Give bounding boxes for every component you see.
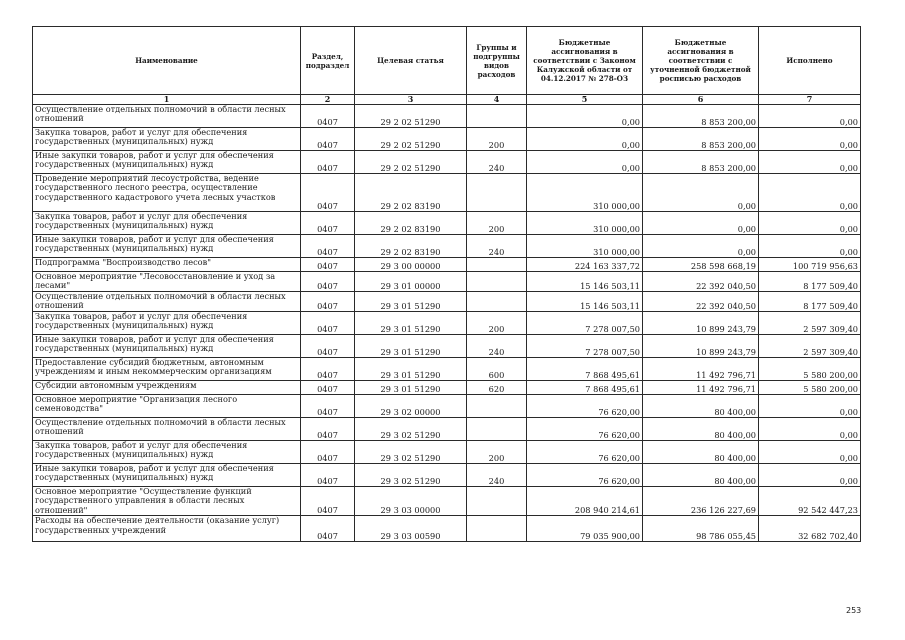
row-article: 29 3 02 51290	[355, 464, 467, 487]
row-section: 0407	[301, 464, 355, 487]
table-body	[33, 105, 861, 542]
row-refined-allocation: 80 400,00	[643, 441, 759, 464]
row-executed: 5 580 200,00	[759, 381, 861, 395]
row-refined-allocation: 8 853 200,00	[643, 128, 759, 151]
row-section: 0407	[301, 312, 355, 335]
row-article: 29 3 01 51290	[355, 381, 467, 395]
row-law-allocation: 0,00	[527, 128, 643, 151]
row-section: 0407	[301, 358, 355, 381]
row-article: 29 2 02 83190	[355, 174, 467, 212]
table-row	[33, 418, 861, 441]
row-law-allocation: 7 278 007,50	[527, 335, 643, 358]
row-section: 0407	[301, 174, 355, 212]
column-number: 1	[33, 95, 301, 105]
table-row	[33, 395, 861, 418]
row-refined-allocation: 0,00	[643, 235, 759, 258]
table-row	[33, 335, 861, 358]
row-refined-allocation: 80 400,00	[643, 418, 759, 441]
row-group	[467, 516, 527, 542]
row-section: 0407	[301, 151, 355, 174]
header-row	[33, 27, 861, 95]
row-law-allocation: 76 620,00	[527, 441, 643, 464]
row-law-allocation: 310 000,00	[527, 212, 643, 235]
row-law-allocation: 7 868 495,61	[527, 358, 643, 381]
row-executed: 8 177 509,40	[759, 272, 861, 292]
row-section: 0407	[301, 292, 355, 312]
row-name: Предоставление субсидий бюджетным, автономным учреждениям и иным некоммерческим организациям	[33, 358, 301, 381]
row-law-allocation: 224 163 337,72	[527, 258, 643, 272]
row-article: 29 3 01 00000	[355, 272, 467, 292]
row-law-allocation: 76 620,00	[527, 464, 643, 487]
row-refined-allocation: 22 392 040,50	[643, 272, 759, 292]
table-row	[33, 487, 861, 516]
table-row	[33, 516, 861, 542]
row-group	[467, 395, 527, 418]
row-article: 29 2 02 51290	[355, 105, 467, 128]
row-article: 29 3 02 00000	[355, 395, 467, 418]
row-name: Расходы на обеспечение деятельности (оказание услуг) государственных учреждений	[33, 516, 301, 542]
row-article: 29 3 03 00000	[355, 487, 467, 516]
table-row	[33, 381, 861, 395]
row-article: 29 3 01 51290	[355, 292, 467, 312]
row-name: Основное мероприятие "Осуществление функций государственного управления в области лесных отношений"	[33, 487, 301, 516]
row-name: Иные закупки товаров, работ и услуг для обеспечения государственных (муниципальных) нужд	[33, 235, 301, 258]
column-number: 2	[301, 95, 355, 105]
row-section: 0407	[301, 272, 355, 292]
row-group	[467, 418, 527, 441]
row-executed: 0,00	[759, 128, 861, 151]
row-name: Закупка товаров, работ и услуг для обеспечения государственных (муниципальных) нужд	[33, 128, 301, 151]
header-section: Раздел, подраздел	[301, 27, 355, 95]
table-row	[33, 174, 861, 212]
row-refined-allocation: 236 126 227,69	[643, 487, 759, 516]
row-article: 29 3 03 00590	[355, 516, 467, 542]
row-section: 0407	[301, 487, 355, 516]
row-executed: 2 597 309,40	[759, 335, 861, 358]
row-group: 620	[467, 381, 527, 395]
row-law-allocation: 79 035 900,00	[527, 516, 643, 542]
row-law-allocation: 208 940 214,61	[527, 487, 643, 516]
header-name: Наименование	[33, 27, 301, 95]
row-executed: 32 682 702,40	[759, 516, 861, 542]
table-row	[33, 292, 861, 312]
row-law-allocation: 76 620,00	[527, 395, 643, 418]
row-group: 600	[467, 358, 527, 381]
row-executed: 0,00	[759, 464, 861, 487]
row-group: 200	[467, 128, 527, 151]
row-name: Субсидии автономным учреждениям	[33, 381, 301, 395]
table-row	[33, 105, 861, 128]
row-section: 0407	[301, 105, 355, 128]
row-section: 0407	[301, 441, 355, 464]
table-row	[33, 312, 861, 335]
row-group	[467, 292, 527, 312]
row-section: 0407	[301, 235, 355, 258]
table-row	[33, 235, 861, 258]
row-article: 29 3 01 51290	[355, 358, 467, 381]
table-row	[33, 464, 861, 487]
row-name: Осуществление отдельных полномочий в области лесных отношений	[33, 292, 301, 312]
row-executed: 0,00	[759, 151, 861, 174]
header-article: Целевая статья	[355, 27, 467, 95]
row-section: 0407	[301, 418, 355, 441]
row-law-allocation: 310 000,00	[527, 174, 643, 212]
budget-table	[32, 26, 861, 542]
row-group	[467, 487, 527, 516]
row-group: 200	[467, 212, 527, 235]
row-name: Закупка товаров, работ и услуг для обеспечения государственных (муниципальных) нужд	[33, 212, 301, 235]
column-number-row	[33, 95, 861, 105]
row-law-allocation: 76 620,00	[527, 418, 643, 441]
row-name: Иные закупки товаров, работ и услуг для обеспечения государственных (муниципальных) нужд	[33, 335, 301, 358]
row-article: 29 2 02 51290	[355, 151, 467, 174]
row-article: 29 3 01 51290	[355, 335, 467, 358]
row-article: 29 3 02 51290	[355, 441, 467, 464]
row-refined-allocation: 11 492 796,71	[643, 381, 759, 395]
row-refined-allocation: 10 899 243,79	[643, 312, 759, 335]
row-name: Осуществление отдельных полномочий в области лесных отношений	[33, 105, 301, 128]
table-row	[33, 151, 861, 174]
table-row	[33, 258, 861, 272]
row-law-allocation: 15 146 503,11	[527, 272, 643, 292]
row-name: Закупка товаров, работ и услуг для обеспечения государственных (муниципальных) нужд	[33, 441, 301, 464]
row-refined-allocation: 8 853 200,00	[643, 105, 759, 128]
row-law-allocation: 0,00	[527, 105, 643, 128]
row-group: 200	[467, 312, 527, 335]
row-executed: 0,00	[759, 395, 861, 418]
row-section: 0407	[301, 335, 355, 358]
column-number: 4	[467, 95, 527, 105]
row-name: Иные закупки товаров, работ и услуг для обеспечения государственных (муниципальных) нужд	[33, 464, 301, 487]
row-refined-allocation: 0,00	[643, 212, 759, 235]
row-article: 29 3 00 00000	[355, 258, 467, 272]
row-refined-allocation: 8 853 200,00	[643, 151, 759, 174]
row-refined-allocation: 22 392 040,50	[643, 292, 759, 312]
table-row	[33, 272, 861, 292]
row-refined-allocation: 10 899 243,79	[643, 335, 759, 358]
row-law-allocation: 310 000,00	[527, 235, 643, 258]
row-article: 29 2 02 83190	[355, 212, 467, 235]
row-name: Основное мероприятие "Организация лесного семеноводства"	[33, 395, 301, 418]
row-executed: 0,00	[759, 105, 861, 128]
row-refined-allocation: 258 598 668,19	[643, 258, 759, 272]
row-name: Проведение мероприятий лесоустройства, ведение государственного лесного реестра, осуществление государственного кадастрового учета лесных участков	[33, 174, 301, 212]
row-group: 240	[467, 464, 527, 487]
column-number: 7	[759, 95, 861, 105]
row-name: Закупка товаров, работ и услуг для обеспечения государственных (муниципальных) нужд	[33, 312, 301, 335]
row-refined-allocation: 98 786 055,45	[643, 516, 759, 542]
row-group	[467, 174, 527, 212]
table-row	[33, 128, 861, 151]
row-law-allocation: 7 868 495,61	[527, 381, 643, 395]
row-section: 0407	[301, 381, 355, 395]
row-name: Осуществление отдельных полномочий в области лесных отношений	[33, 418, 301, 441]
header-law-allocation: Бюджетные ассигнования в соответствии с Законом Калужской области от 04.12.2017 № 278-ОЗ	[527, 27, 643, 95]
row-name: Основное мероприятие "Лесовосстановление и уход за лесами"	[33, 272, 301, 292]
row-executed: 0,00	[759, 212, 861, 235]
row-executed: 8 177 509,40	[759, 292, 861, 312]
row-group: 240	[467, 335, 527, 358]
header-group: Группы и подгруппы видов расходов	[467, 27, 527, 95]
row-executed: 0,00	[759, 235, 861, 258]
row-executed: 2 597 309,40	[759, 312, 861, 335]
row-section: 0407	[301, 128, 355, 151]
row-group	[467, 105, 527, 128]
row-refined-allocation: 80 400,00	[643, 395, 759, 418]
table-row	[33, 358, 861, 381]
row-executed: 92 542 447,23	[759, 487, 861, 516]
row-group: 240	[467, 151, 527, 174]
column-number: 6	[643, 95, 759, 105]
row-group	[467, 272, 527, 292]
row-law-allocation: 0,00	[527, 151, 643, 174]
row-section: 0407	[301, 258, 355, 272]
row-executed: 0,00	[759, 441, 861, 464]
table-row	[33, 212, 861, 235]
budget-table-container	[32, 26, 860, 542]
row-refined-allocation: 80 400,00	[643, 464, 759, 487]
row-group	[467, 258, 527, 272]
header-refined-allocation: Бюджетные ассигнования в соответствии с уточненной бюджетной росписью расходов	[643, 27, 759, 95]
row-group: 200	[467, 441, 527, 464]
row-section: 0407	[301, 516, 355, 542]
row-law-allocation: 15 146 503,11	[527, 292, 643, 312]
row-executed: 100 719 956,63	[759, 258, 861, 272]
column-number: 5	[527, 95, 643, 105]
row-section: 0407	[301, 395, 355, 418]
row-article: 29 2 02 83190	[355, 235, 467, 258]
row-article: 29 2 02 51290	[355, 128, 467, 151]
row-executed: 0,00	[759, 418, 861, 441]
row-executed: 0,00	[759, 174, 861, 212]
row-group: 240	[467, 235, 527, 258]
row-name: Иные закупки товаров, работ и услуг для обеспечения государственных (муниципальных) нужд	[33, 151, 301, 174]
row-article: 29 3 02 51290	[355, 418, 467, 441]
page-number: 253	[846, 606, 862, 615]
row-executed: 5 580 200,00	[759, 358, 861, 381]
row-refined-allocation: 0,00	[643, 174, 759, 212]
row-article: 29 3 01 51290	[355, 312, 467, 335]
header-executed: Исполнено	[759, 27, 861, 95]
row-law-allocation: 7 278 007,50	[527, 312, 643, 335]
row-section: 0407	[301, 212, 355, 235]
row-refined-allocation: 11 492 796,71	[643, 358, 759, 381]
row-name: Подпрограмма "Воспроизводство лесов"	[33, 258, 301, 272]
table-row	[33, 441, 861, 464]
column-number: 3	[355, 95, 467, 105]
